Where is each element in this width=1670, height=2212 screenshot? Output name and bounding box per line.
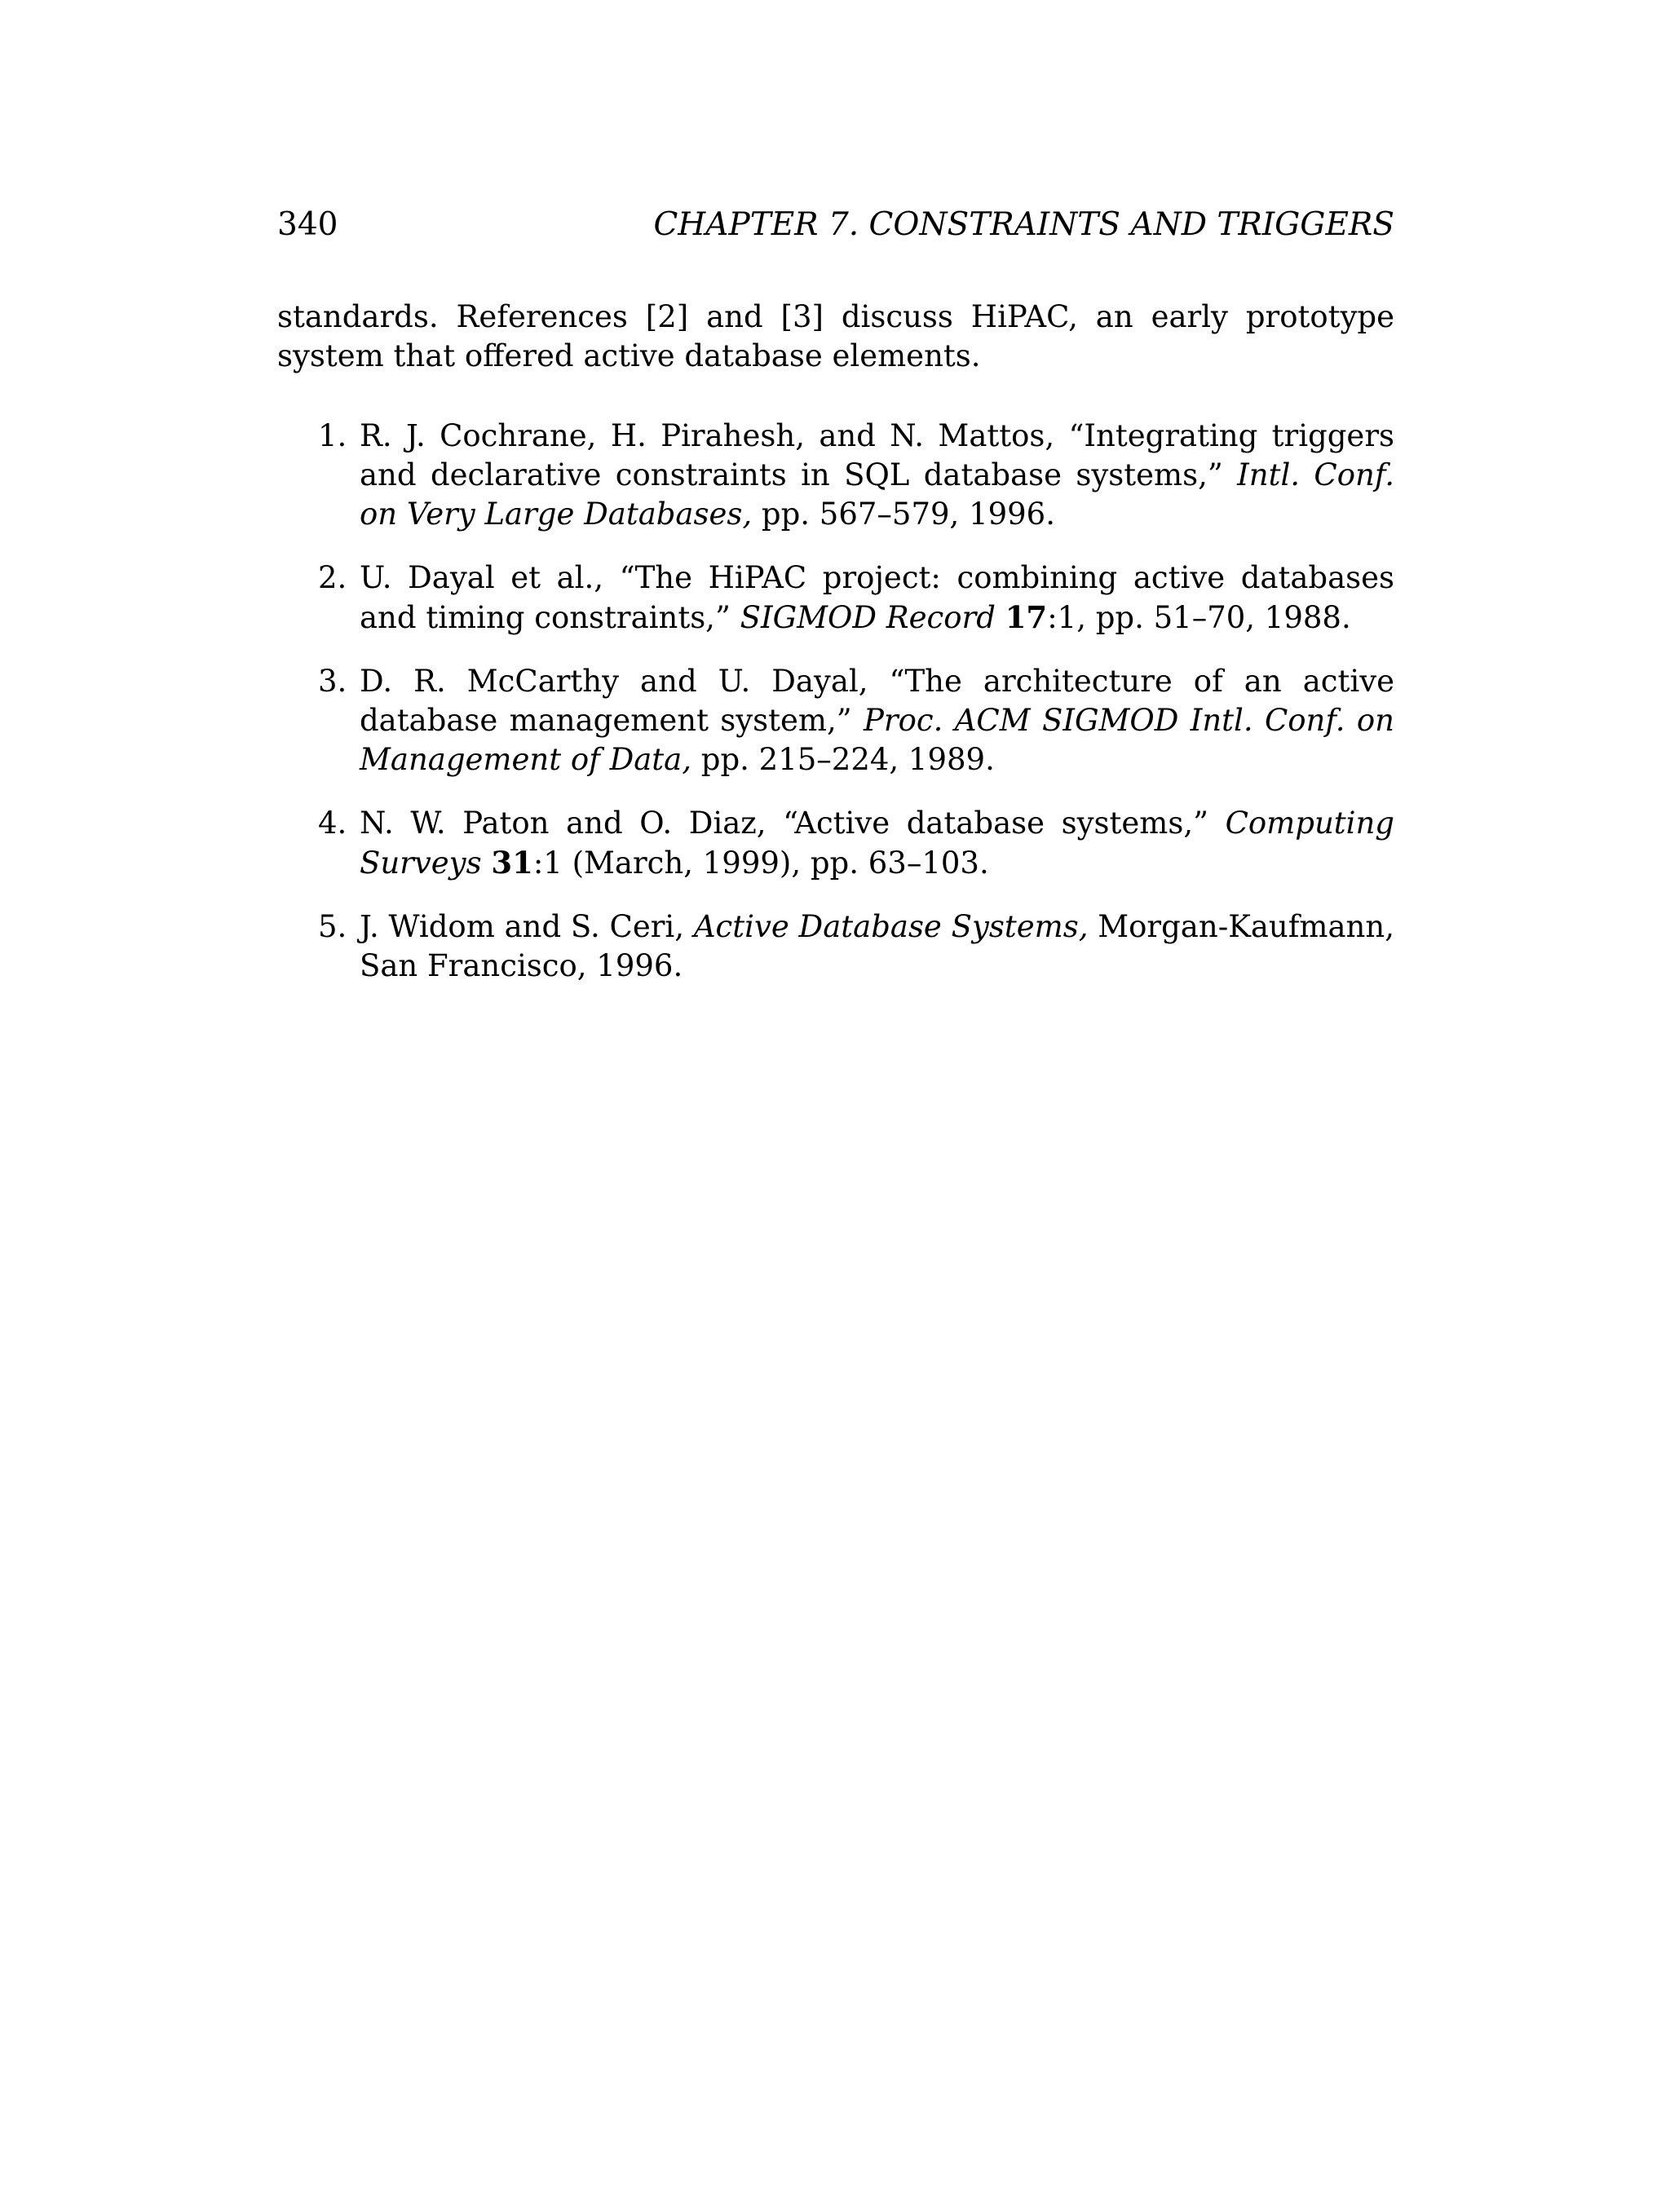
reference-authors: R. J. Cochrane, H. Pirahesh, and N. Mattos,	[360, 418, 1055, 453]
reference-details: pp. 567–579, 1996.	[761, 497, 1055, 532]
reference-authors: D. R. McCarthy and U. Dayal,	[360, 664, 868, 699]
reference-number: 1.	[318, 418, 347, 453]
reference-venue: Computing Surveys	[360, 806, 1394, 881]
reference-venue: Active Database Systems,	[693, 909, 1089, 944]
reference-item	[277, 417, 1394, 534]
reference-authors: U. Dayal et al.,	[360, 560, 604, 595]
reference-volume: 31	[491, 845, 533, 881]
reference-venue: SIGMOD Record	[740, 600, 996, 635]
reference-details: :1, pp. 51–70, 1988.	[1047, 600, 1351, 635]
reference-number: 5.	[318, 909, 347, 944]
reference-venue: Intl. Conf. on Very Large Databases,	[360, 457, 1394, 532]
reference-title: “The HiPAC project: combining active databases and timing constraints,”	[360, 560, 1395, 635]
reference-authors: N. W. Paton and O. Diaz,	[360, 806, 767, 841]
reference-authors: J. Widom and S. Ceri,	[360, 909, 685, 944]
reference-item	[277, 559, 1394, 638]
reference-list	[277, 417, 1394, 986]
reference-title: “Active database systems,”	[783, 806, 1209, 841]
reference-details: pp. 215–224, 1989.	[700, 742, 995, 777]
reference-details: Morgan-Kaufmann, San Francisco, 1996.	[360, 909, 1394, 983]
reference-title: “The architecture of an active database management system,”	[360, 664, 1394, 738]
intro-paragraph: standards. References [2] and [3] discuss HiPAC, an early prototype system that offered active database elements.	[277, 299, 1394, 373]
reference-venue: Proc. ACM SIGMOD Intl. Conf. on Management of Data,	[360, 703, 1394, 777]
page-number: 340	[277, 206, 338, 243]
reference-title: “Integrating triggers and declarative constraints in SQL database systems,”	[360, 418, 1394, 492]
running-head: CHAPTER 7. CONSTRAINTS AND TRIGGERS	[653, 206, 1394, 243]
reference-number: 2.	[318, 560, 347, 595]
reference-item	[277, 804, 1394, 883]
reference-number: 4.	[318, 806, 347, 841]
reference-details: :1 (March, 1999), pp. 63–103.	[532, 846, 989, 881]
reference-item	[277, 907, 1394, 986]
reference-item	[277, 662, 1394, 779]
reference-volume: 17	[1005, 599, 1048, 635]
page-body	[277, 298, 1394, 1010]
reference-number: 3.	[318, 664, 347, 699]
